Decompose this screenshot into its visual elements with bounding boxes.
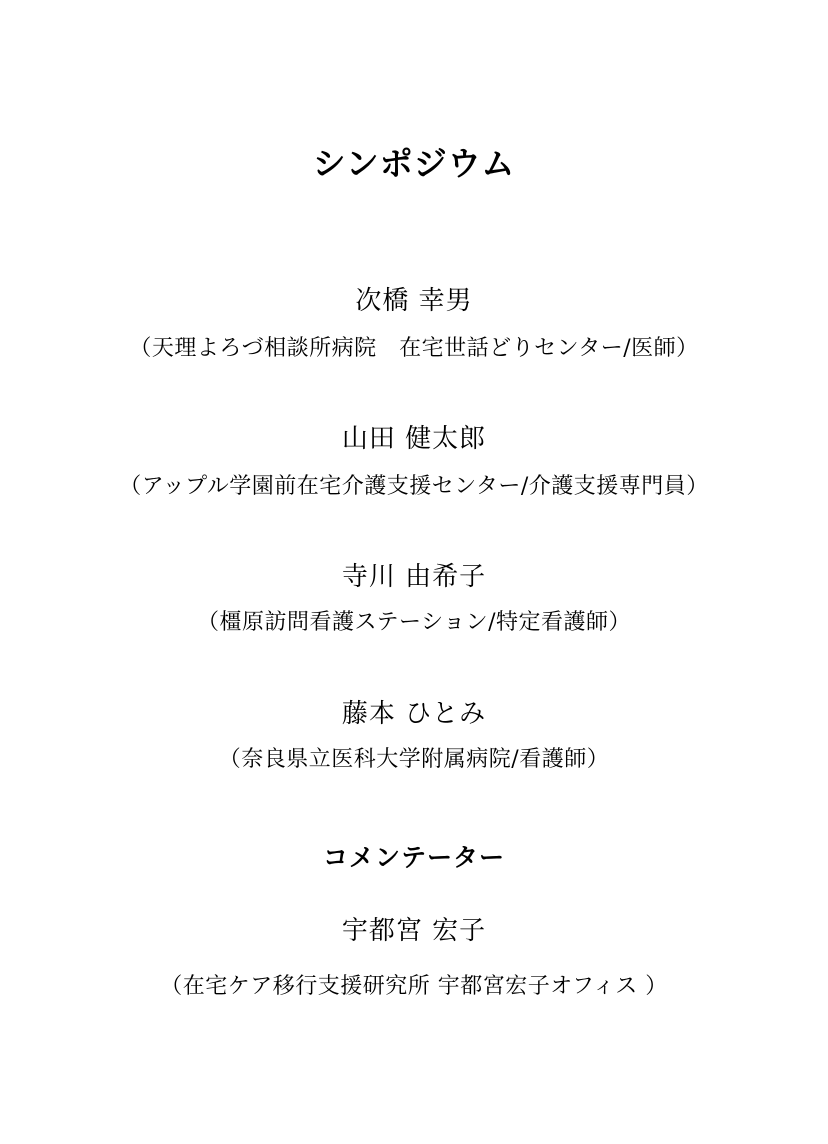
panelist-affiliation: （アップル学園前在宅介護支援センター/介護支援専門員） bbox=[119, 474, 709, 499]
page-title: シンポジウム bbox=[312, 144, 516, 183]
panelist-affiliation: （天理よろづ相談所病院 在宅世話どりセンター/医師） bbox=[129, 336, 699, 361]
panelist-name: 次橋 幸男 bbox=[355, 286, 473, 316]
commentator-heading: コメンテーター bbox=[322, 843, 505, 872]
commentator-name: 宇都宮 宏子 bbox=[341, 916, 487, 946]
commentator-affiliation: （在宅ケア移行支援研究所 宇都宮宏子オフィス ） bbox=[160, 974, 668, 999]
panelist-name: 藤本 ひとみ bbox=[341, 699, 487, 729]
panelist-name: 寺川 由希子 bbox=[341, 562, 487, 592]
panelist-affiliation: （奈良県立医科大学附属病院/看護師） bbox=[218, 747, 610, 772]
panelist-name: 山田 健太郎 bbox=[341, 424, 487, 454]
panelist-affiliation: （橿原訪問看護ステーション/特定看護師） bbox=[196, 610, 632, 635]
